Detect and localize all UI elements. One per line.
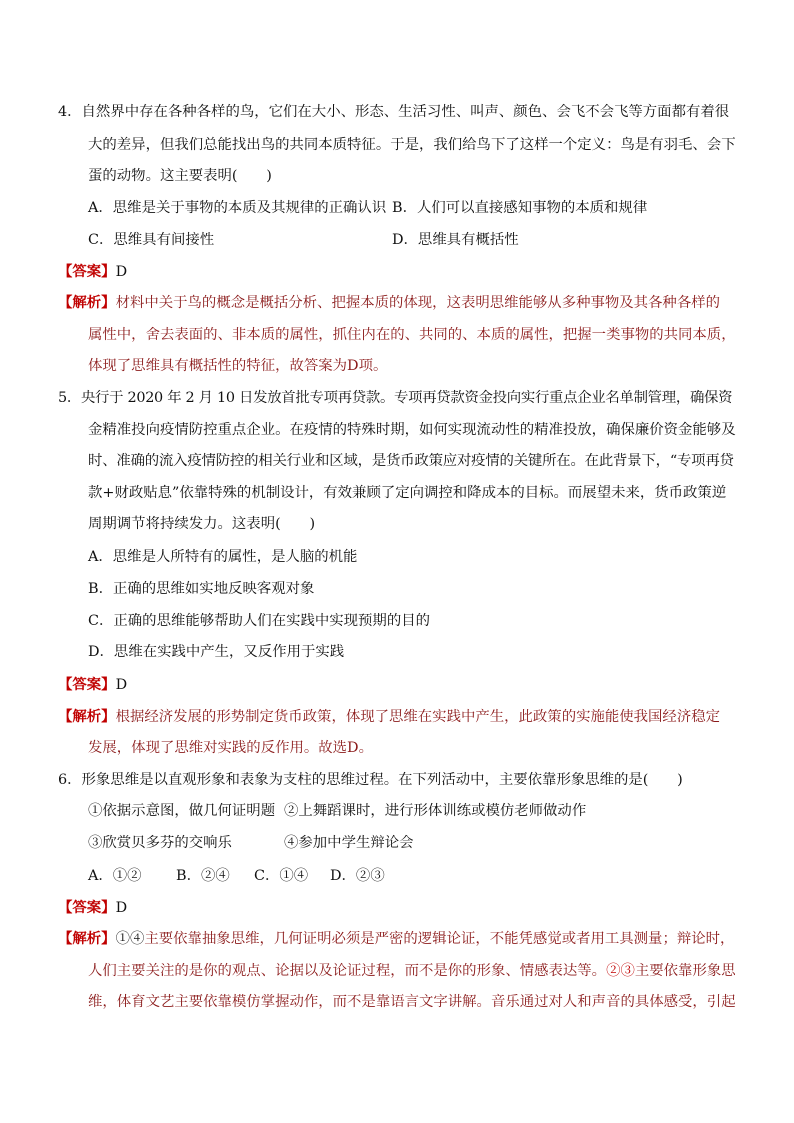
q4-answer-tag: 【答案】 <box>58 263 116 280</box>
q4-analysis-tag: 【解析】 <box>58 294 116 311</box>
q5-option-d: D．思维在实践中产生，又反作用于实践 <box>88 644 345 660</box>
q4-analysis-line-3: 体现了思维具有概括性的特征，故答案为D项。 <box>88 358 388 374</box>
q6-analysis-line-3: 维，体育文艺主要依靠模仿掌握动作，而不是靠语言文字讲解。音乐通过对人和声音的具体感受，引起 <box>88 994 736 1010</box>
q4-analysis-line-1: 【解析】材料中关于鸟的概念是概括分析、把握本质的体现，这表明思维能够从多种事物及其各种各样的 <box>58 294 720 311</box>
q6-choice-a: A．①② <box>88 868 142 884</box>
q6-analysis-line-2: 人们主要关注的是你的观点、论据以及论证过程，而不是你的形象、情感表达等。②③主要依靠形象思 <box>88 963 736 979</box>
q4-answer-value: D <box>115 264 128 280</box>
q6-answer <box>58 898 127 918</box>
q5-option-b: B．正确的思维如实地反映客观对象 <box>88 581 315 597</box>
q6-item-2: ②上舞蹈课时，进行形体训练或模仿老师做动作 <box>284 803 587 819</box>
q4-stem-line-2: 大的差异，但我们总能找出鸟的共同本质特征。于是，我们给鸟下了这样一个定义：鸟是有羽毛、会下 <box>88 137 736 153</box>
q4-option-b: B．人们可以直接感知事物的本质和规律 <box>392 200 648 216</box>
q4-answer <box>58 262 127 282</box>
q5-analysis-line-2: 发展，体现了思维对实践的反作用。故选D。 <box>88 740 373 756</box>
q4-option-a: A．思维是关于事物的本质及其规律的正确认识 <box>88 200 387 216</box>
q5-analysis-tag: 【解析】 <box>58 708 116 725</box>
q6-choice-b: B．②④ <box>176 868 230 884</box>
q5-stem-line-5: 周期调节将持续发力。这表明( ) <box>88 516 316 532</box>
q4-stem-line-1: 4．自然界中存在各种各样的鸟，它们在大小、形态、生活习性、叫声、颜色、会飞不会飞等方面都有着很 <box>58 104 730 120</box>
q6-item-3: ③欣赏贝多芬的交响乐 <box>88 835 232 851</box>
q5-answer <box>58 675 127 695</box>
q5-answer-value: D <box>115 677 128 693</box>
q5-stem-line-4: 款+财政贴息”依靠特殊的机制设计，有效兼顾了定向调控和降成本的目标。而展望未来，货币政策逆 <box>88 485 727 501</box>
q6-answer-tag: 【答案】 <box>58 899 116 916</box>
q5-answer-tag: 【答案】 <box>58 676 116 693</box>
q4-stem-line-3: 蛋的动物。这主要表明( ) <box>88 168 272 184</box>
q5-stem-line-3: 时、准确的流入疫情防控的相关行业和区域，是货币政策应对疫情的关键所在。在此背景下，“专项再贷 <box>88 453 734 469</box>
q5-stem-line-2: 金精准投向疫情防控重点企业。在疫情的特殊时期，如何实现流动性的精准投放，确保廉价资金能够及 <box>88 422 736 438</box>
q4-option-d: D．思维具有概括性 <box>392 232 519 248</box>
q4-option-c: C．思维具有间接性 <box>88 232 215 248</box>
q6-analysis-line-1: 【解析】①④主要依靠抽象思维，几何证明必须是严密的逻辑论证，不能凭感觉或者用工具测量；辩论时， <box>58 930 735 947</box>
q5-option-c: C．正确的思维能够帮助人们在实践中实现预期的目的 <box>88 613 430 629</box>
q6-choice-d: D．②③ <box>330 868 385 884</box>
q6-item-4: ④参加中学生辩论会 <box>284 835 414 851</box>
q5-option-a: A．思维是人所特有的属性，是人脑的机能 <box>88 549 358 565</box>
q6-analysis-tag: 【解析】 <box>58 930 116 947</box>
q4-analysis-line-2: 属性中，舍去表面的、非本质的属性，抓住内在的、共同的、本质的属性，把握一类事物的共同本质， <box>88 327 736 343</box>
q6-stem: 6．形象思维是以直观形象和表象为支柱的思维过程。在下列活动中，主要依靠形象思维的是( ) <box>58 772 683 788</box>
q6-choice-c: C．①④ <box>254 868 309 884</box>
q5-stem-line-1: 5．央行于 2020 年 2 月 10 日发放首批专项再贷款。专项再贷款资金投向实行重点企业名单制管理，确保资 <box>58 390 733 406</box>
q5-analysis-line-1: 【解析】根据经济发展的形势制定货币政策，体现了思维在实践中产生，此政策的实施能使我国经济稳定 <box>58 708 720 725</box>
q6-answer-value: D <box>115 900 128 916</box>
q6-item-1: ①依据示意图，做几何证明题 <box>88 803 276 819</box>
